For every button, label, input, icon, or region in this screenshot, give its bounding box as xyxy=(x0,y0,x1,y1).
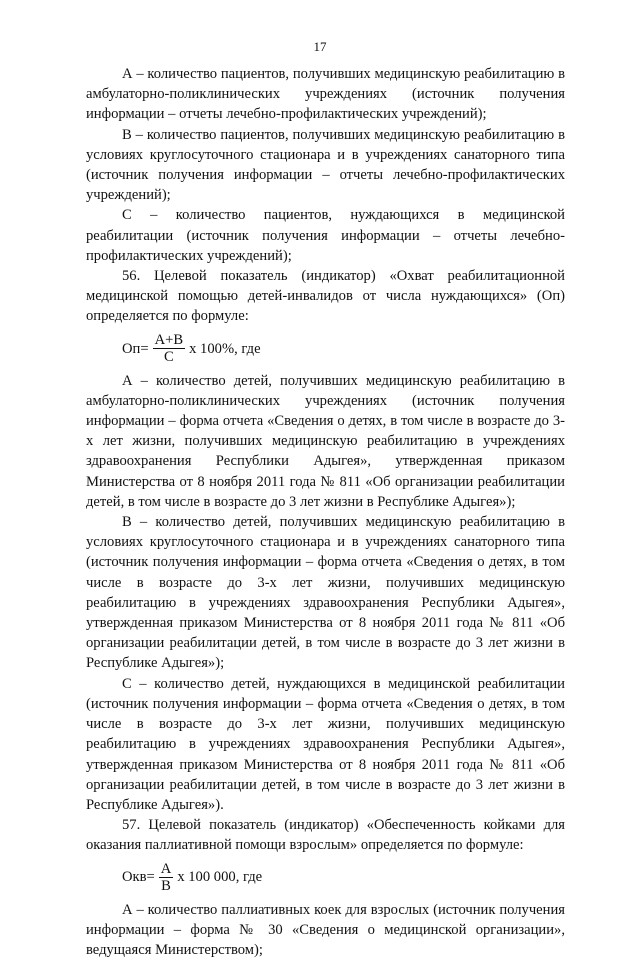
formula-op-denominator: С xyxy=(163,349,174,366)
formula-op-lhs: Оп= xyxy=(122,340,149,357)
formula-okv-rhs: х 100 000, где xyxy=(177,869,263,886)
formula-okv-numerator: А xyxy=(160,861,172,878)
document-body xyxy=(86,64,565,960)
formula-okv xyxy=(122,859,565,897)
paragraph-a-palliative: А – количество паллиативных коек для взрослых (источник получения информации – форма № 30 «Сведения о медицинской организации», ведущаяся Министерством); xyxy=(86,901,565,958)
paragraph-a-children: А – количество детей, получивших медицинскую реабилитацию в амбулаторно-поликлинических учреждениях (источник получения информации – форма отчета «Сведения о детях, в том числе в возрасте до 3-х лет жизни, получивших медицинскую реабилитацию в учреждениях здравоохранения Республики Адыгея», утвержденная приказом Министерства от 8 ноября 2011 года № 811 «Об организации реабилитации детей, в том числе в возрасте до 3 лет жизни в Республике Адыгея»); xyxy=(86,372,565,510)
paragraph-b-children: В – количество детей, получивших медицинскую реабилитацию в условиях круглосуточного стационара и в учреждениях санаторного типа (источник получения информации – форма отчета «Сведения о детях, в том числе в возрасте до 3-х лет жизни, получивших медицинскую реабилитацию в учреждениях здравоохранения Республики Адыгея», утвержденная приказом Министерства от 8 ноября 2011 года № 811 «Об организации реабилитации детей, в том числе в возрасте до 3 лет жизни в Республике Адыгея»); xyxy=(86,514,565,672)
formula-okv-denominator: В xyxy=(161,878,171,895)
paragraph-c-children: С – количество детей, нуждающихся в медицинской реабилитации (источник получения информации – форма отчета «Сведения о детях, в том числе в возрасте до 3-х лет жизни, получивших медицинскую реабилитацию в учреждениях здравоохранения Республики Адыгея», утвержденная приказом Министерства от 8 ноября 2011 года № 811 «Об организации реабилитации детей, в том числе в возрасте до 3 лет жизни в Республике Адыгея»). xyxy=(86,675,565,813)
paragraph-b-patients: В – количество пациентов, получивших медицинскую реабилитацию в условиях круглосуточного стационара и в учреждениях санаторного типа (источник получения информации – отчеты лечебно-профилактических учреждений); xyxy=(86,126,565,204)
formula-op-numerator: А+В xyxy=(154,332,184,349)
formula-op xyxy=(122,330,565,368)
paragraph-a-patients: А – количество пациентов, получивших медицинскую реабилитацию в амбулаторно-поликлинических учреждениях (источник получения информации – отчеты лечебно-профилактических учреждений); xyxy=(86,66,565,123)
paragraph-indicator-57: 57. Целевой показатель (индикатор) «Обеспеченность койками для оказания паллиативной помощи взрослым» определяется по формуле: xyxy=(86,817,565,854)
formula-op-rhs: х 100%, где xyxy=(189,340,261,357)
formula-okv-lhs: Окв= xyxy=(122,869,155,886)
formula-okv-fraction xyxy=(159,861,174,894)
paragraph-indicator-56: 56. Целевой показатель (индикатор) «Охват реабилитационной медицинской помощью детей-инвалидов от числа нуждающихся» (Оп) определяется по формуле: xyxy=(86,268,565,325)
paragraph-c-patients: С – количество пациентов, нуждающихся в медицинской реабилитации (источник получения информации – отчеты лечебно-профилактических учреждений); xyxy=(86,207,565,264)
page-number: 17 xyxy=(313,39,327,54)
formula-op-fraction xyxy=(153,332,186,365)
